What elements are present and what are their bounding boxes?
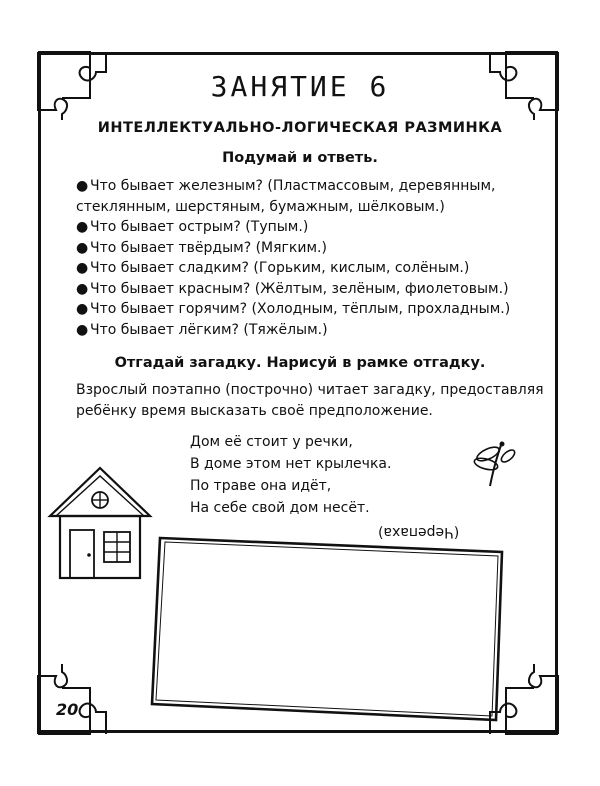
list-item: [76, 238, 546, 259]
house-icon: [46, 462, 158, 582]
bullet-icon: ●: [76, 301, 89, 317]
riddle-poem: [190, 431, 391, 519]
bullet-icon: ●: [76, 178, 89, 194]
bullet-icon: ●: [76, 280, 89, 297]
question-text: Что бывает сладким? (Горьким, кислым, солёным.): [90, 260, 470, 276]
instruction-text: Взрослый поэтапно (построчно) читает загадку, предоставляя ребёнку время высказать своё предположение.: [76, 382, 544, 419]
list-item: [76, 258, 546, 279]
puzzle-corner-bottom-left: [36, 656, 126, 736]
section-subtitle: ИНТЕЛЛЕКТУАЛЬНО-ЛОГИЧЕСКАЯ РАЗМИНКА: [97, 120, 503, 136]
bullet-icon: ●: [76, 321, 89, 338]
riddle-heading: Отгадай загадку. Нарисуй в рамке отгадку.: [114, 355, 486, 371]
list-item: [76, 320, 546, 341]
question-text: Что бывает горячим? (Холодным, тёплым, прохладным.): [90, 301, 511, 317]
poem-line: По траве она идёт,: [190, 478, 332, 494]
drawing-frame[interactable]: [146, 532, 516, 728]
page-title: ЗАНЯТИЕ 6: [210, 70, 390, 103]
think-heading: Подумай и ответь.: [222, 150, 378, 166]
list-item: [76, 299, 546, 320]
list-item: [76, 217, 546, 238]
question-list: [76, 176, 546, 340]
bullet-icon: ●: [76, 219, 89, 235]
poem-line: В доме этом нет крылечка.: [190, 456, 392, 472]
question-text: Что бывает железным? (Пластмассовым, деревянным, стеклянным, шерстяным, бумажным, шёлковым.): [76, 178, 496, 215]
question-text: Что бывает твёрдым? (Мягким.): [90, 239, 327, 256]
question-text: Что бывает лёгким? (Тяжёлым.): [90, 321, 328, 338]
poem-line: Дом её стоит у речки,: [190, 434, 353, 450]
question-text: Что бывает красным? (Жёлтым, зелёным, фиолетовым.): [90, 280, 509, 297]
question-text: Что бывает острым? (Тупым.): [90, 219, 309, 235]
bullet-icon: ●: [76, 239, 89, 256]
dragonfly-icon: [468, 436, 518, 492]
bullet-icon: ●: [76, 260, 89, 276]
riddle-answer: (Черепаха): [378, 524, 460, 540]
list-item: [76, 176, 546, 217]
list-item: [76, 279, 546, 300]
poem-line: На себе свой дом несёт.: [190, 500, 370, 516]
page-number: 20: [56, 700, 79, 719]
